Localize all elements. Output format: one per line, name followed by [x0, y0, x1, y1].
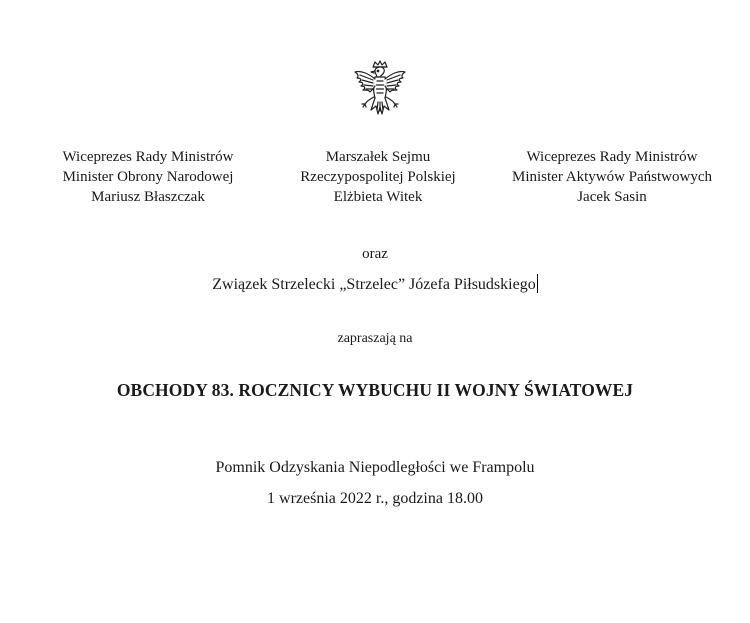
- organization-name: Związek Strzelecki „Strzelec” Józefa Piłsudskiego: [212, 276, 536, 293]
- event-datetime: 1 września 2022 r., godzina 18.00: [267, 490, 483, 507]
- host-2-position: Marszałek Sejmu: [325, 149, 431, 165]
- organization-line[interactable]: [0, 274, 750, 294]
- host-column-deputy-pm-defence: [28, 147, 268, 207]
- host-1-name: Mariusz Błaszczak: [91, 189, 205, 205]
- host-column-deputy-pm-state-assets: [492, 147, 732, 207]
- host-3-position: Wiceprezes Rady Ministrów: [526, 149, 698, 165]
- host-3-ministry: Minister Aktywów Państwowych: [512, 169, 712, 185]
- host-3-name: Jacek Sasin: [577, 189, 647, 205]
- host-1-position: Wiceprezes Rady Ministrów: [62, 149, 234, 165]
- host-1-ministry: Minister Obrony Narodowej: [62, 169, 234, 185]
- event-title: OBCHODY 83. ROCZNICY WYBUCHU II WOJNY ŚWIATOWEJ: [116, 380, 634, 400]
- event-venue: Pomnik Odzyskania Niepodległości we Frampolu: [215, 459, 535, 476]
- polish-eagle-emblem-icon: [351, 60, 409, 128]
- text-cursor: [537, 274, 538, 293]
- host-2-institution: Rzeczypospolitej Polskiej: [300, 169, 456, 185]
- invite-text: zapraszają na: [337, 331, 413, 346]
- host-column-sejm-marshal: [258, 147, 498, 207]
- host-2-name: Elżbieta Witek: [333, 189, 423, 205]
- conjunction-text: oraz: [362, 246, 388, 262]
